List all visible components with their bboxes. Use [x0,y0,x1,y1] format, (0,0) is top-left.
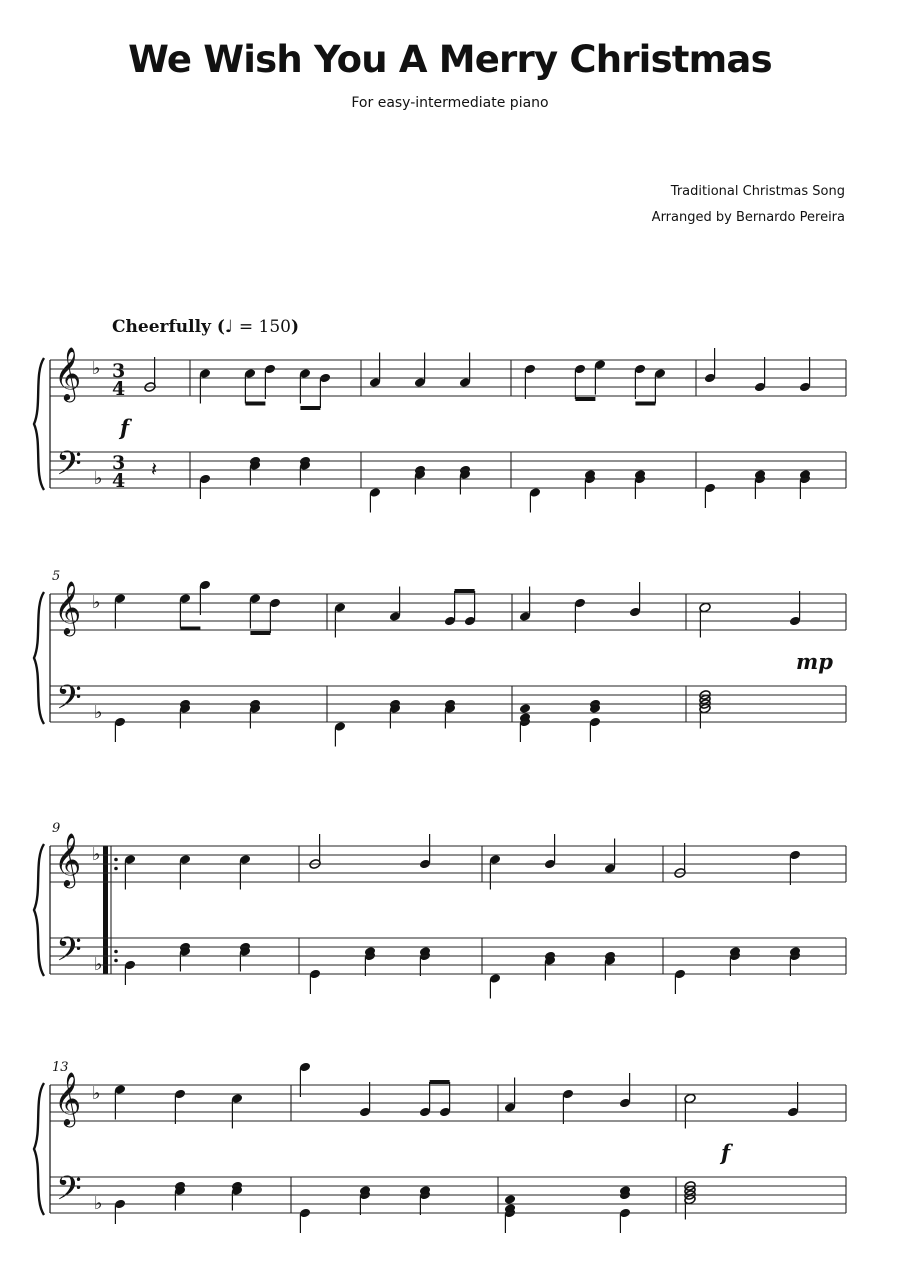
measure-number: 13 [52,1060,69,1075]
bass-clef-icon: 𝄢 [56,679,82,725]
measure-number: 5 [52,569,61,584]
system-4 [34,1060,846,1233]
treble-clef-icon: 𝄞 [54,832,82,886]
score-subtitle: For easy-intermediate piano [351,95,549,111]
brace [34,592,44,724]
tempo-marking: Cheerfully (♩ = 150) [112,317,300,337]
time-signature-numerator: 3 [112,452,126,474]
quarter-note-icon: ♩ [224,317,233,337]
flat-icon: ♭ [92,844,101,865]
flat-icon: ♭ [92,592,101,613]
treble-clef-icon: 𝄞 [54,1071,82,1125]
flat-icon: ♭ [94,954,103,975]
bass-staff [50,938,846,974]
score-title: We Wish You A Merry Christmas [128,38,772,81]
treble-staff [50,846,846,882]
brace [34,844,44,976]
time-signature-denominator: 4 [112,378,126,400]
repeat-dot [114,959,118,963]
flat-icon: ♭ [94,1193,103,1214]
tempo-text: Cheerfully [112,317,211,337]
treble-clef-icon: 𝄞 [54,580,82,634]
dynamic-marking: mp [796,649,833,674]
repeat-dot [114,867,118,871]
arranger-credit: Arranged by Bernardo Pereira [651,210,845,225]
flat-icon: ♭ [94,702,103,723]
bass-staff [50,686,846,722]
composer-credit: Traditional Christmas Song [670,184,845,199]
repeat-dot [114,858,118,862]
dynamic-marking: f [120,415,130,440]
note-head [519,703,531,714]
bass-clef-icon: 𝄢 [56,445,82,491]
treble-staff [50,1085,846,1121]
repeat-dot [114,950,118,954]
tempo-bpm: = 150 [238,317,291,337]
system-3 [34,821,846,999]
dynamic-marking: f [721,1140,731,1165]
bass-staff [50,1177,846,1213]
treble-clef-icon: 𝄞 [54,346,82,400]
treble-staff [50,360,846,396]
measure-number: 9 [52,821,61,836]
time-signature-denominator: 4 [112,470,126,492]
flat-icon: ♭ [94,468,103,489]
time-signature-numerator: 3 [112,360,126,382]
bass-clef-icon: 𝄢 [56,931,82,977]
quarter-rest-icon: 𝄽 [151,457,158,481]
bass-staff [50,452,846,488]
flat-icon: ♭ [92,358,101,379]
repeat-thick-barline [103,846,108,974]
flat-icon: ♭ [92,1083,101,1104]
brace [34,1083,44,1215]
brace [34,358,44,490]
note-head [504,1194,516,1205]
bass-clef-icon: 𝄢 [56,1170,82,1216]
system-2 [34,569,846,747]
